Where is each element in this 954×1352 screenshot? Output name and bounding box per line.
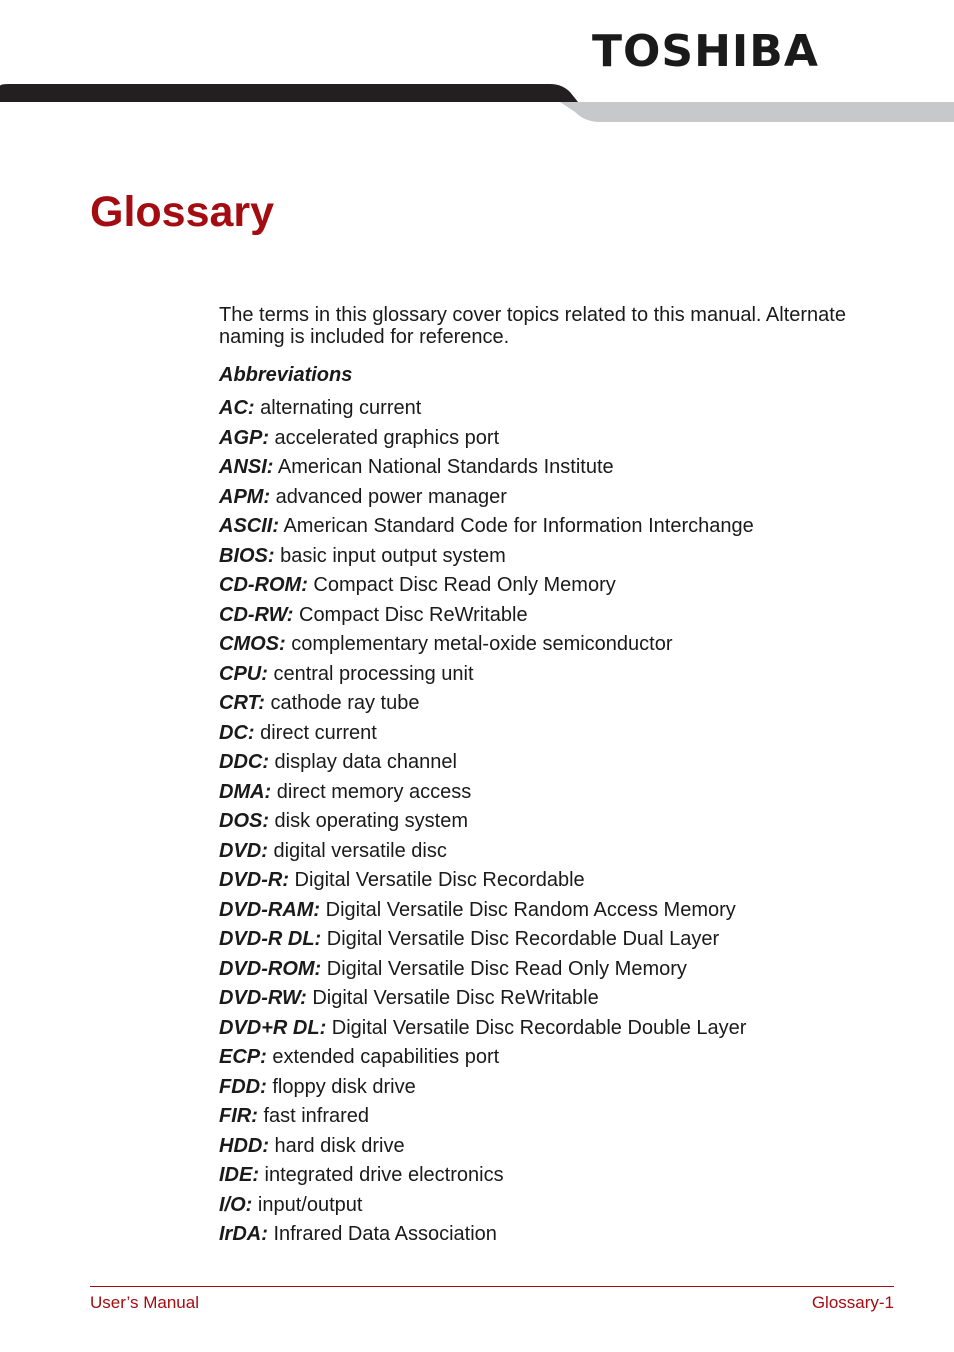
term-definition: complementary metal-oxide semiconductor [285, 633, 673, 655]
term-abbreviation: DVD-R: [219, 869, 289, 891]
term-abbreviation: DDC: [219, 751, 269, 773]
term-definition: direct current [254, 721, 377, 744]
term-definition: American Standard Code for Information Interchange [279, 515, 754, 537]
glossary-term [219, 810, 919, 840]
glossary-term [219, 397, 919, 427]
glossary-term [219, 1076, 919, 1106]
term-definition: advanced power manager [270, 485, 507, 508]
header-bar [0, 84, 954, 124]
term-definition: basic input output system [274, 544, 506, 567]
glossary-term [219, 633, 919, 663]
term-abbreviation: ASCII: [219, 515, 279, 537]
glossary-term [219, 928, 919, 958]
term-definition: Digital Versatile Disc Random Access Memory [320, 898, 736, 921]
glossary-term [219, 486, 919, 516]
term-definition: Digital Versatile Disc Recordable Double Layer [326, 1016, 747, 1039]
term-abbreviation: AC: [219, 397, 255, 419]
term-definition: disk operating system [269, 810, 468, 832]
term-definition: extended capabilities port [266, 1046, 500, 1068]
glossary-term [219, 781, 919, 811]
term-abbreviation: AGP: [219, 426, 269, 449]
term-abbreviation: BIOS: [219, 544, 275, 567]
term-abbreviation: CD-ROM: [219, 574, 308, 596]
glossary-term [219, 515, 919, 545]
glossary-term [219, 427, 919, 457]
term-definition: cathode ray tube [264, 692, 420, 714]
glossary-term [219, 1194, 919, 1224]
term-definition: display data channel [269, 751, 457, 773]
glossary-term [219, 899, 919, 929]
glossary-term [219, 456, 919, 486]
term-abbreviation: DVD-R DL: [219, 928, 322, 950]
glossary-term [219, 574, 919, 604]
term-abbreviation: CPU: [219, 662, 268, 685]
term-abbreviation: DVD+R DL: [219, 1016, 327, 1039]
term-abbreviation: DMA: [219, 780, 272, 803]
term-definition: central processing unit [267, 662, 474, 685]
term-abbreviation: DVD: [219, 839, 268, 862]
term-definition: floppy disk drive [266, 1075, 416, 1098]
term-abbreviation: DVD-RAM: [219, 898, 321, 921]
glossary-term [219, 751, 919, 781]
glossary-term [219, 840, 919, 870]
term-definition: alternating current [254, 397, 422, 419]
term-definition: American National Standards Institute [273, 456, 614, 478]
glossary-term [219, 987, 919, 1017]
glossary-term [219, 604, 919, 634]
term-definition: Infrared Data Association [267, 1223, 497, 1245]
page-title: Glossary [90, 188, 275, 236]
intro-paragraph: The terms in this glossary cover topics related to this manual. Alternate naming is included for reference. [219, 304, 846, 348]
glossary-term-list [219, 397, 919, 1253]
section-label-abbreviations: Abbreviations [219, 364, 353, 386]
term-definition: Digital Versatile Disc Recordable [289, 869, 585, 891]
term-abbreviation: DOS: [219, 810, 269, 832]
term-definition: input/output [252, 1193, 363, 1216]
term-abbreviation: HDD: [219, 1134, 269, 1157]
term-abbreviation: DVD-ROM: [219, 957, 322, 980]
term-abbreviation: CD-RW: [219, 603, 294, 626]
term-abbreviation: ECP: [219, 1046, 267, 1068]
glossary-term [219, 663, 919, 693]
term-abbreviation: IrDA: [219, 1223, 268, 1245]
glossary-term [219, 1017, 919, 1047]
term-definition: Compact Disc Read Only Memory [307, 574, 616, 596]
term-abbreviation: DC: [219, 721, 255, 744]
footer-divider [90, 1286, 894, 1287]
term-definition: Digital Versatile Disc Read Only Memory [321, 957, 687, 980]
glossary-term [219, 869, 919, 899]
term-abbreviation: CMOS: [219, 633, 286, 655]
term-definition: integrated drive electronics [259, 1164, 504, 1186]
glossary-term [219, 1223, 919, 1253]
glossary-term [219, 722, 919, 752]
glossary-term [219, 1164, 919, 1194]
term-definition: hard disk drive [269, 1134, 405, 1157]
footer-page-number: Glossary-1 [811, 1293, 894, 1312]
term-definition: Compact Disc ReWritable [293, 603, 528, 626]
term-definition: Digital Versatile Disc Recordable Dual Layer [321, 928, 720, 950]
term-definition: digital versatile disc [267, 839, 447, 862]
header-bar-dark [0, 84, 578, 102]
term-definition: Digital Versatile Disc ReWritable [306, 987, 599, 1009]
glossary-term [219, 1135, 919, 1165]
term-definition: accelerated graphics port [269, 426, 500, 449]
glossary-term [219, 1046, 919, 1076]
term-definition: fast infrared [257, 1105, 370, 1127]
term-abbreviation: ANSI: [219, 456, 274, 478]
term-abbreviation: IDE: [219, 1164, 259, 1186]
toshiba-logo: TOSHIBA [592, 26, 819, 77]
glossary-term [219, 1105, 919, 1135]
term-abbreviation: FDD: [219, 1075, 267, 1098]
glossary-term [219, 958, 919, 988]
term-abbreviation: I/O: [219, 1193, 253, 1216]
term-abbreviation: CRT: [219, 692, 265, 714]
term-abbreviation: FIR: [219, 1105, 258, 1127]
glossary-term [219, 692, 919, 722]
term-abbreviation: DVD-RW: [219, 987, 307, 1009]
header-bar-light [560, 102, 954, 122]
term-definition: direct memory access [271, 780, 472, 803]
footer-manual-name: User’s Manual [90, 1293, 199, 1312]
term-abbreviation: APM: [219, 485, 271, 508]
glossary-term [219, 545, 919, 575]
